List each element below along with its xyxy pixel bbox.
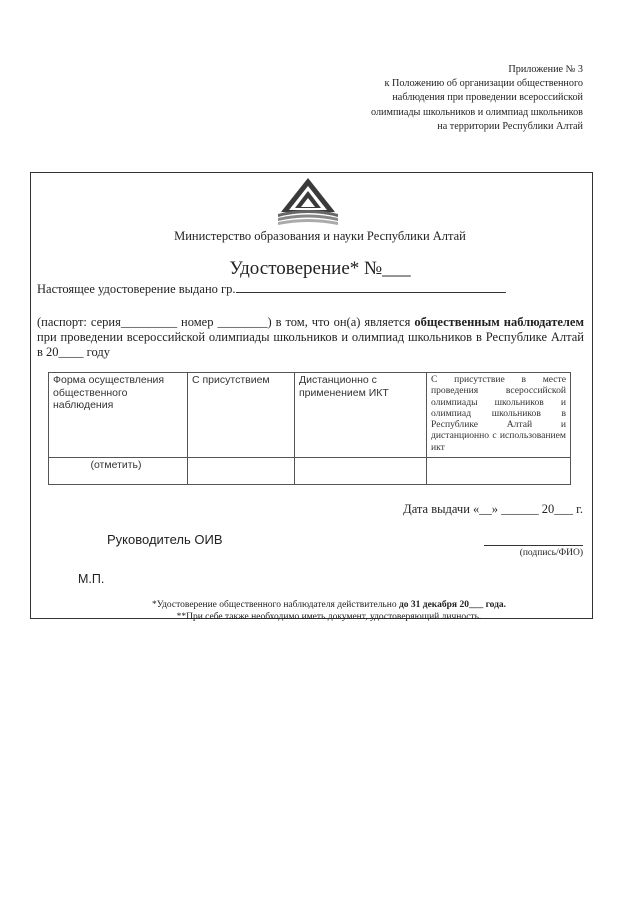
issued-to-line (37, 282, 506, 297)
footnote-bold: до 31 декабря 20___ года. (398, 600, 507, 610)
checkbox-cell[interactable] (188, 458, 295, 485)
name-blank (236, 282, 506, 293)
checkbox-cell[interactable] (427, 458, 571, 485)
checkbox-cell[interactable] (295, 458, 427, 485)
appendix-line: олимпиады школьников и олимпиад школьников (371, 106, 583, 118)
appendix-line: Приложение № 3 (508, 64, 583, 75)
appendix-line: к Положению об организации общественного (384, 78, 583, 90)
issue-date: Дата выдачи «__» ______ 20___ г. (403, 502, 583, 516)
table-header-cell: С присутствие в месте проведения всероссийской олимпиады школьников и олимпиад школьников в Республике Алтай и дистанционно с использованием икт (427, 373, 571, 458)
passport-paragraph (37, 315, 584, 360)
ministry-logo (275, 176, 341, 228)
table-header-cell: С присутствием (188, 373, 295, 458)
appendix-line: наблюдения при проведении всероссийской (392, 92, 583, 104)
issued-to-label: Настоящее удостоверение выдано гр. (37, 282, 236, 296)
table-row (49, 458, 571, 485)
signature-caption: (подпись/ФИО) (519, 548, 583, 558)
mark-label: (отметить) (49, 458, 188, 485)
ministry-name: Министерство образования и науки Республики Алтай (174, 229, 466, 243)
stamp-place: М.П. (78, 572, 105, 586)
passport-text-continued: при проведении всероссийской олимпиады школьников и олимпиад школьников в Республике Алтай в 20____ году (37, 330, 584, 359)
head-label: Руководитель ОИВ (107, 532, 223, 547)
table-header-cell: Дистанционно с применением ИКТ (295, 373, 427, 458)
observation-form-table (48, 372, 571, 485)
footnote-id: **При себе также необходимо иметь документ, удостоверяющий личность. (176, 612, 482, 622)
observer-bold-text: общественным наблюдателем (414, 315, 584, 329)
signature-line (484, 545, 583, 546)
footnote-validity (0, 600, 640, 610)
table-row (49, 373, 571, 458)
appendix-reference (283, 63, 583, 134)
footnote-text: *Удостоверение общественного наблюдателя действительно (151, 600, 399, 610)
document-title: Удостоверение* №___ (229, 258, 411, 279)
passport-text: (паспорт: серия_________ номер ________) в том, что он(а) является (37, 315, 415, 329)
appendix-line: на территории Республики Алтай (437, 120, 583, 132)
table-header-cell: Форма осуществления общественного наблюдения (49, 373, 188, 458)
